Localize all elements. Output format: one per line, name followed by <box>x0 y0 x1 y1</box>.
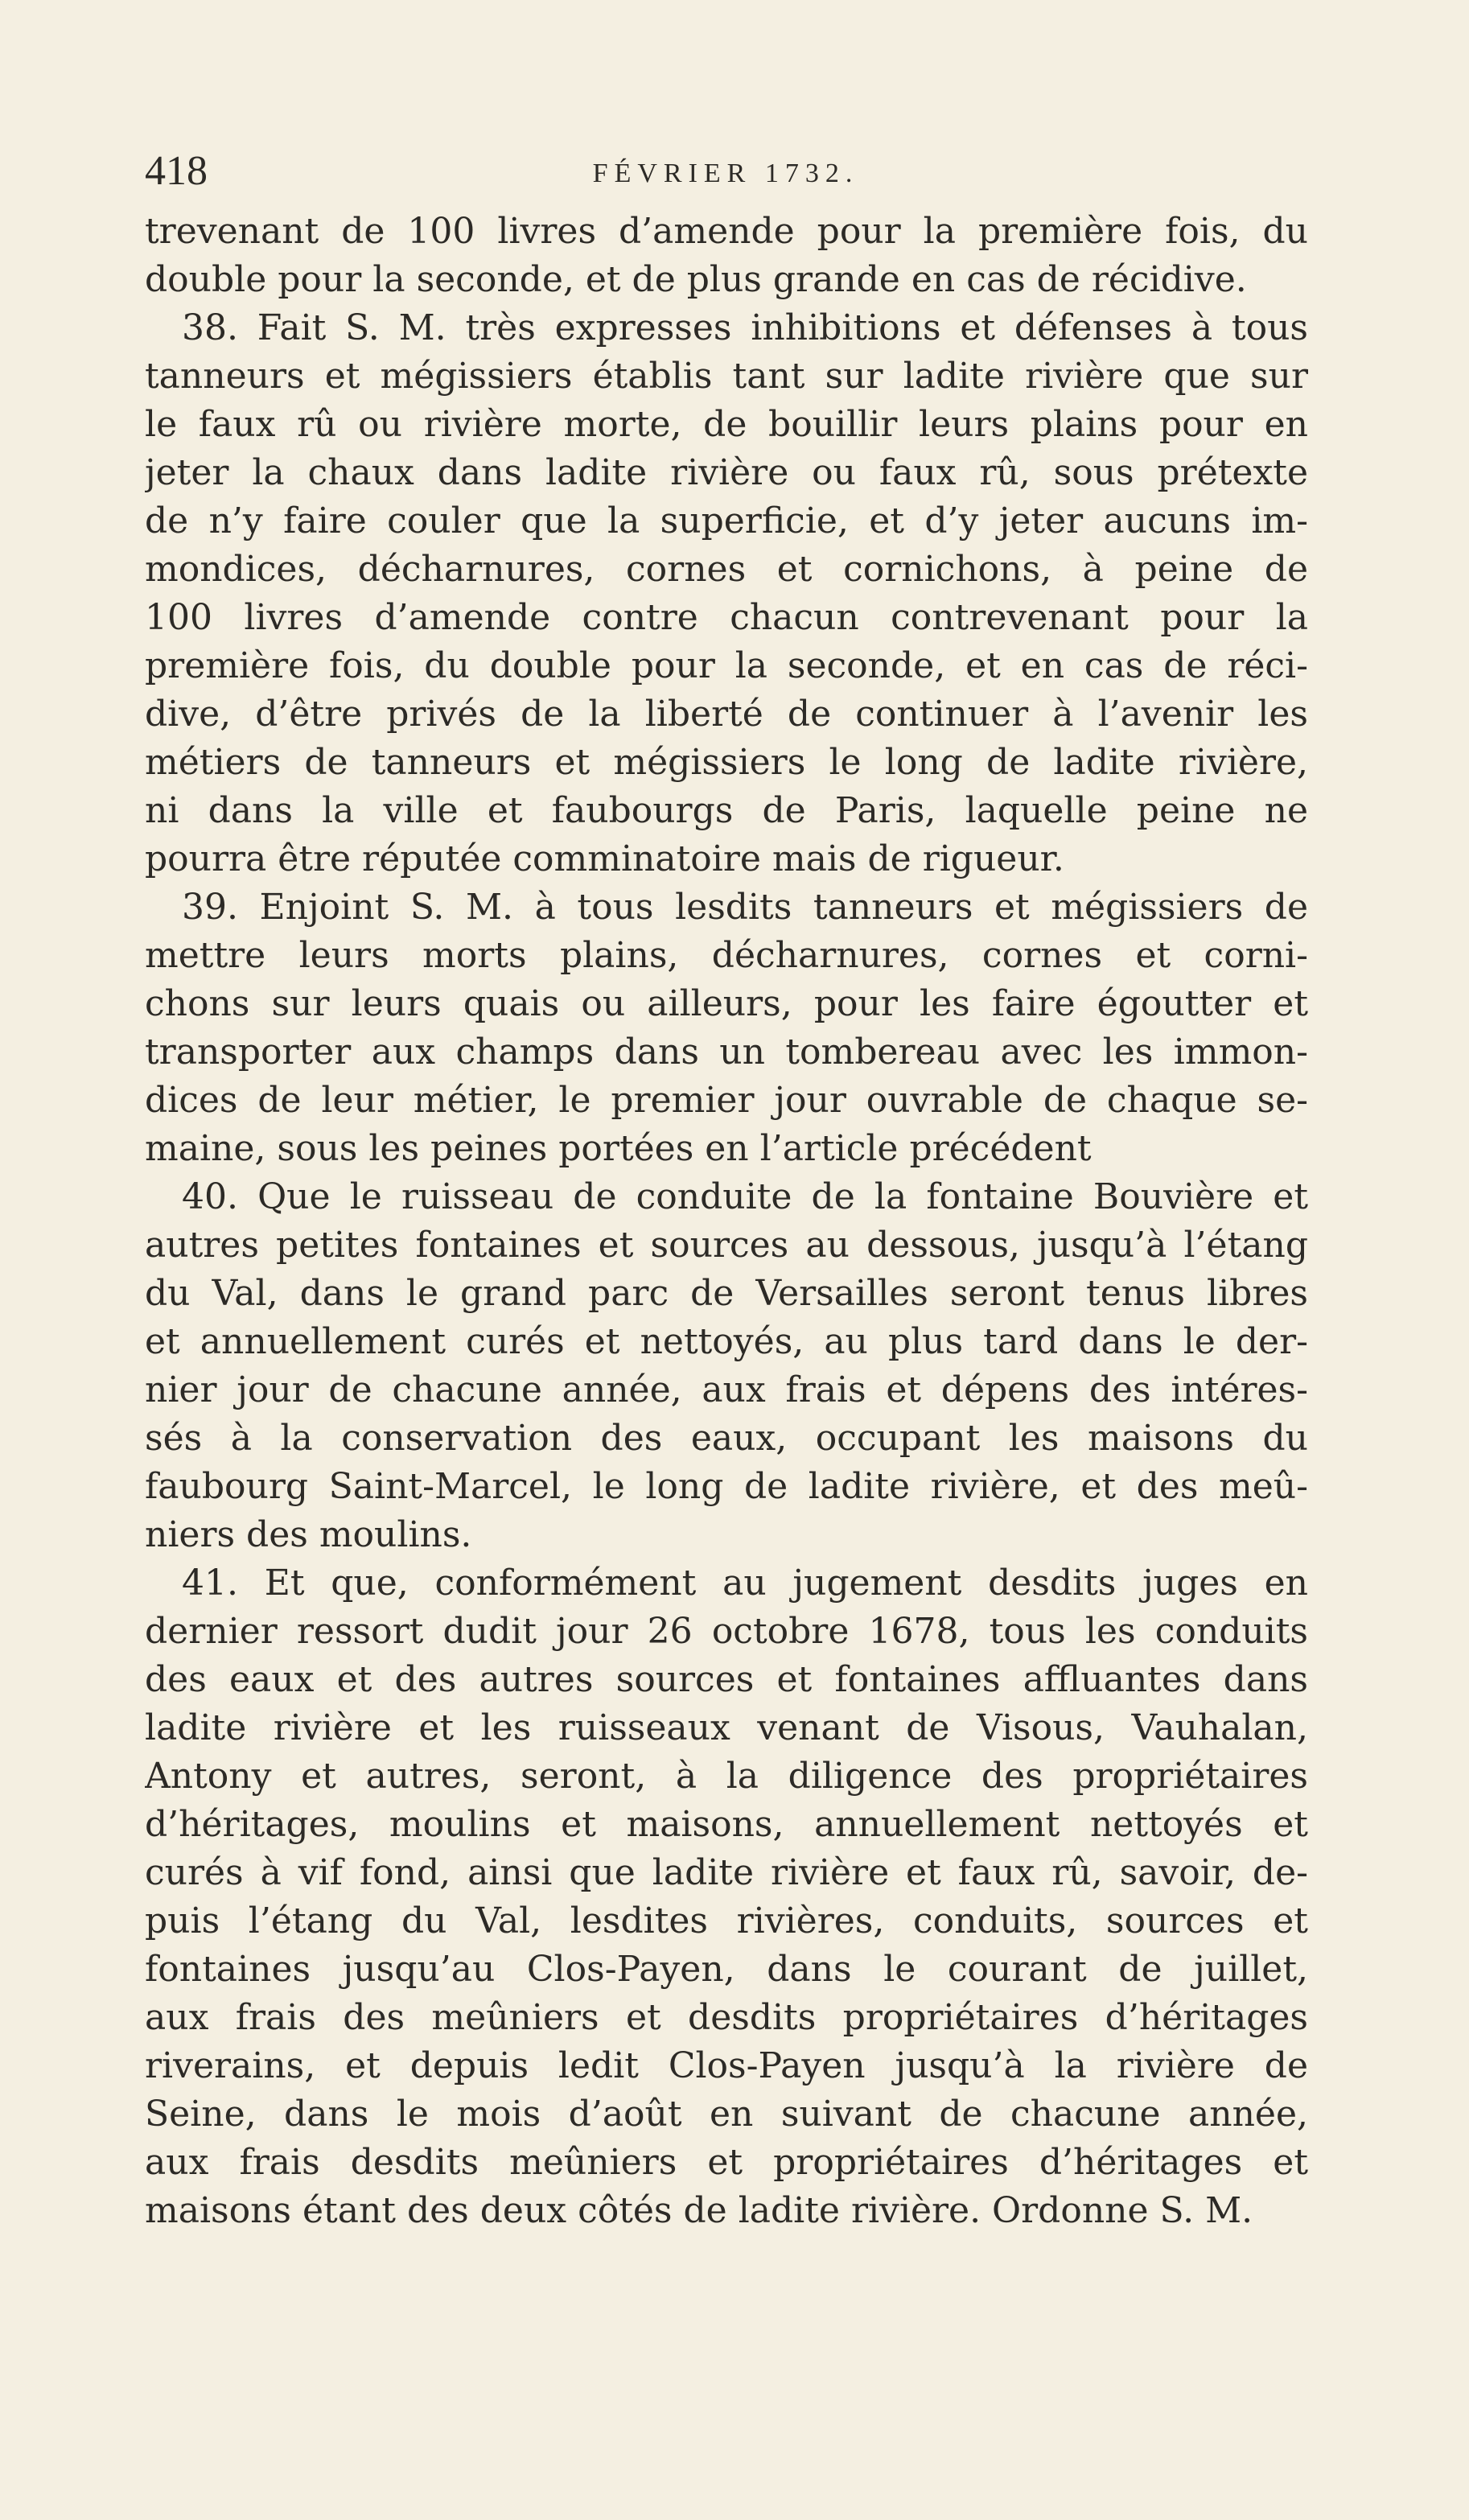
text-line: le faux rû ou rivière morte, de bouillir leurs plains pour en <box>145 404 1308 445</box>
page-header <box>129 143 1323 200</box>
text-line: curés à vif fond, ainsi que ladite rivière et faux rû, savoir, de- <box>145 1852 1308 1893</box>
text-line: métiers de tanneurs et mégissiers le long de ladite rivière, <box>145 742 1308 783</box>
text-line: maine, sous les peines portées en l’article précédent <box>145 1128 1092 1169</box>
text-line: faubourg Saint-Marcel, le long de ladite rivière, et des meû- <box>145 1466 1308 1507</box>
text-line: double pour la seconde, et de plus grande en cas de récidive. <box>145 259 1247 300</box>
text-line: du Val, dans le grand parc de Versailles seront tenus libres <box>145 1273 1308 1314</box>
text-line: chons sur leurs quais ou ailleurs, pour les faire égoutter et <box>145 983 1308 1024</box>
running-head: FÉVRIER 1732. <box>592 159 859 188</box>
text-line: Seine, dans le mois d’août en suivant de chacune année, <box>145 2094 1308 2135</box>
text-body <box>145 208 1308 2235</box>
text-line: autres petites fontaines et sources au dessous, jusqu’à l’étang <box>145 1225 1308 1266</box>
text-line: riverains, et depuis ledit Clos-Payen jusqu’à la rivière de <box>145 2045 1308 2086</box>
text-line: et annuellement curés et nettoyés, au plus tard dans le der- <box>145 1321 1308 1362</box>
text-line: niers des moulins. <box>145 1514 472 1555</box>
text-line: sés à la conservation des eaux, occupant les maisons du <box>145 1418 1308 1459</box>
text-line: 40. Que le ruisseau de conduite de la fontaine Bouvière et <box>182 1176 1308 1217</box>
text-line: dices de leur métier, le premier jour ouvrable de chaque se- <box>145 1080 1308 1121</box>
text-line: nier jour de chacune année, aux frais et dépens des intéres- <box>145 1369 1308 1410</box>
text-line: ni dans la ville et faubourgs de Paris, laquelle peine ne <box>145 790 1308 831</box>
text-line: jeter la chaux dans ladite rivière ou faux rû, sous prétexte <box>145 452 1308 493</box>
text-line: trevenant de 100 livres d’amende pour la première fois, du <box>145 211 1308 252</box>
text-line: mondices, décharnures, cornes et cornichons, à peine de <box>145 549 1308 590</box>
text-line: Antony et autres, seront, à la diligence des propriétaires <box>145 1756 1308 1797</box>
text-line: 39. Enjoint S. M. à tous lesdits tanneurs et mégissiers de <box>182 887 1308 928</box>
text-line: de n’y faire couler que la superficie, et d’y jeter aucuns im- <box>145 500 1308 541</box>
text-line: dive, d’être privés de la liberté de continuer à l’avenir les <box>145 694 1308 735</box>
text-line: aux frais desdits meûniers et propriétaires d’héritages et <box>145 2142 1308 2183</box>
text-line: première fois, du double pour la seconde, et en cas de réci- <box>145 645 1308 686</box>
text-line: aux frais des meûniers et desdits propriétaires d’héritages <box>145 1997 1308 2038</box>
text-line: 100 livres d’amende contre chacun contrevenant pour la <box>145 597 1308 638</box>
text-line: mettre leurs morts plains, décharnures, cornes et corni- <box>145 935 1308 976</box>
text-line: transporter aux champs dans un tombereau avec les immon- <box>145 1031 1308 1073</box>
text-line: puis l’étang du Val, lesdites rivières, conduits, sources et <box>145 1900 1308 1941</box>
text-line: dernier ressort dudit jour 26 octobre 1678, tous les conduits <box>145 1611 1308 1652</box>
text-line: 38. Fait S. M. très expresses inhibitions et défenses à tous <box>182 307 1308 348</box>
text-line: ladite rivière et les ruisseaux venant de Visous, Vauhalan, <box>145 1707 1308 1748</box>
text-line: maisons étant des deux côtés de ladite rivière. Ordonne S. M. <box>145 2190 1253 2231</box>
text-line: 41. Et que, conformément au jugement desdits juges en <box>182 1563 1308 1604</box>
text-line: fontaines jusqu’au Clos-Payen, dans le courant de juillet, <box>145 1949 1308 1990</box>
text-line: pourra être réputée comminatoire mais de rigueur. <box>145 838 1064 879</box>
text-line: des eaux et des autres sources et fontaines affluantes dans <box>145 1659 1308 1700</box>
page-number: 418 <box>145 148 208 194</box>
text-line: tanneurs et mégissiers établis tant sur ladite rivière que sur <box>145 356 1308 397</box>
text-line: d’héritages, moulins et maisons, annuellement nettoyés et <box>145 1804 1308 1845</box>
